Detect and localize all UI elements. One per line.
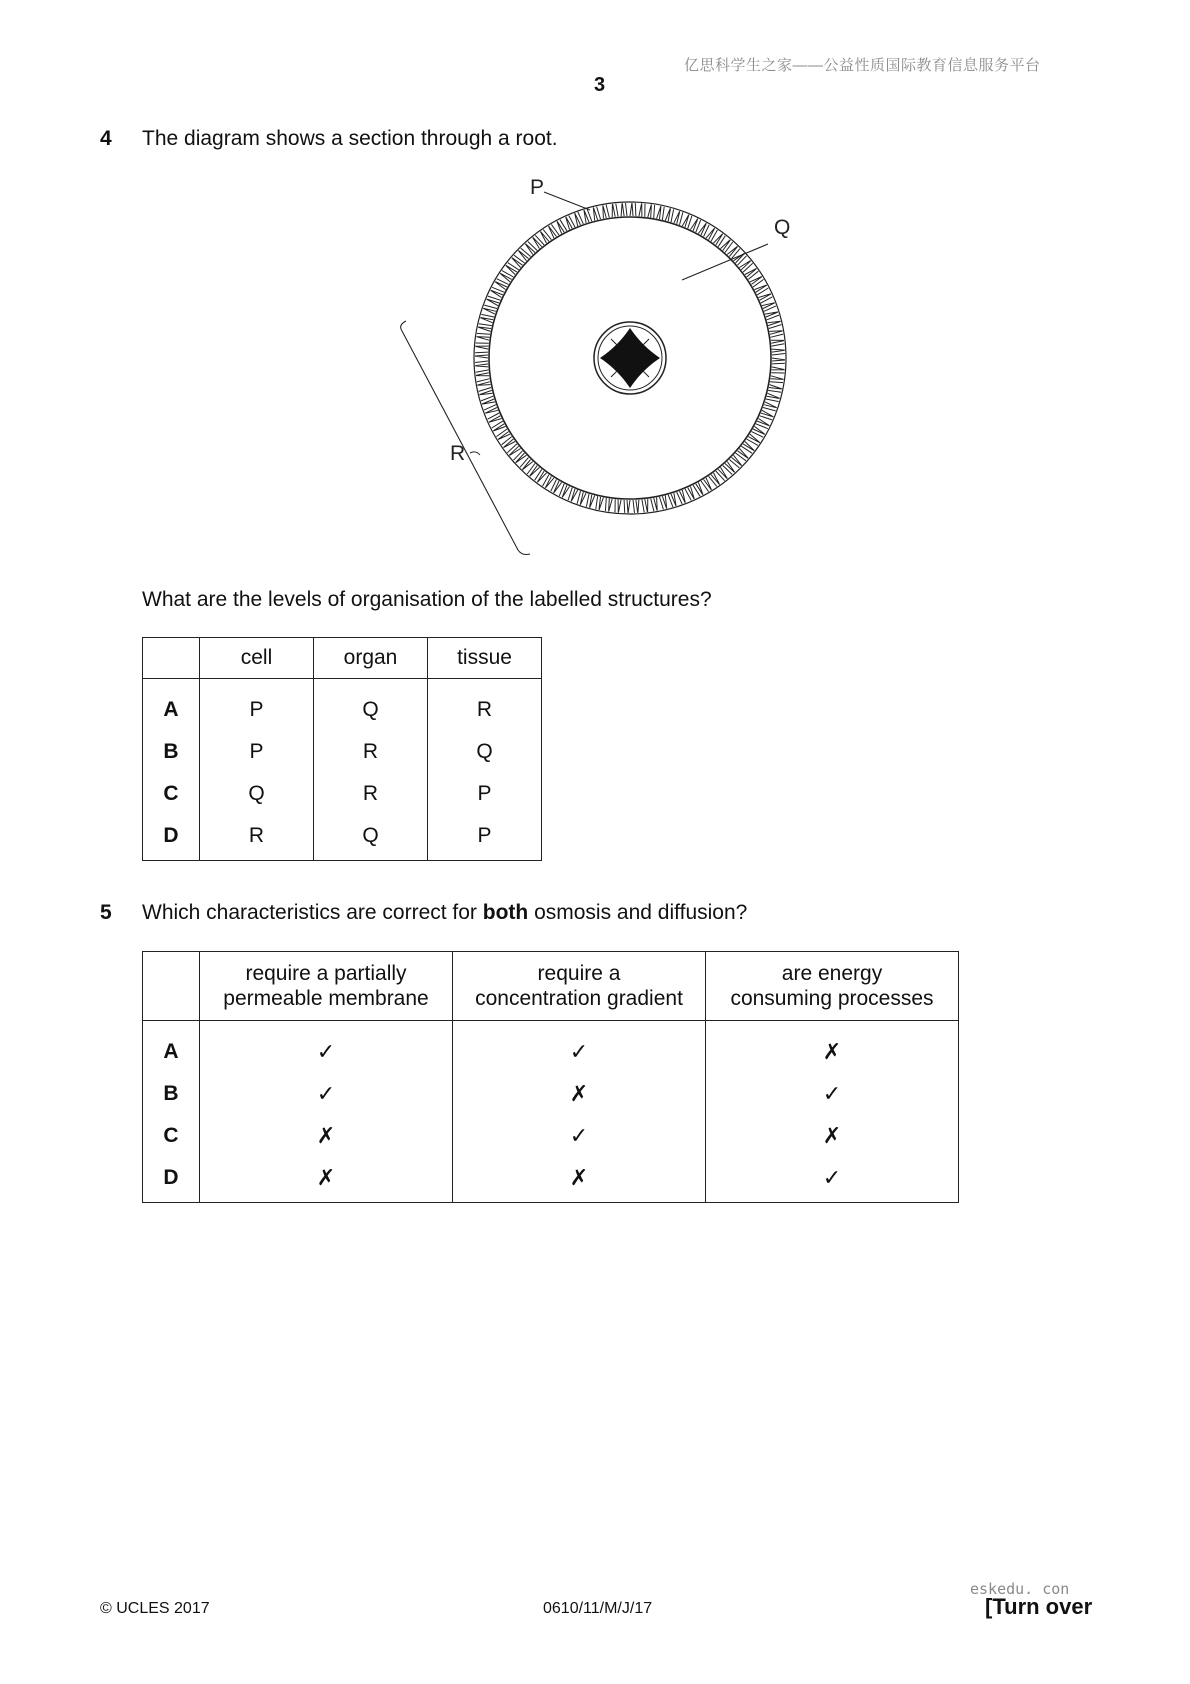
table-cell: R — [428, 679, 542, 732]
mark-cell: ✓ — [453, 1021, 706, 1074]
mark-cell: ✓ — [200, 1073, 453, 1115]
mark-cell: ✗ — [200, 1115, 453, 1157]
footer-copyright: © UCLES 2017 — [100, 1600, 210, 1617]
table-row — [143, 731, 542, 773]
option-key[interactable]: B — [143, 731, 200, 773]
question-5-stem — [142, 901, 747, 925]
header-cell-organ: organ — [314, 638, 428, 679]
table-cell: R — [314, 731, 428, 773]
mark-cell: ✗ — [453, 1157, 706, 1203]
page-number: 3 — [594, 74, 606, 96]
table-cell: P — [428, 773, 542, 815]
turn-over-label: [Turn over — [985, 1594, 1093, 1619]
header-cell-gradient: require a concentration gradient — [453, 952, 706, 1021]
table-row — [143, 1021, 959, 1074]
table-cell: P — [428, 815, 542, 861]
mark-cell: ✓ — [200, 1021, 453, 1074]
header-cell-membrane: require a partially permeable membrane — [200, 952, 453, 1021]
table-cell: P — [200, 731, 314, 773]
stem-text-end: osmosis and diffusion? — [528, 901, 748, 924]
mark-cell: ✗ — [706, 1115, 959, 1157]
table-header-row — [143, 638, 542, 679]
table-row — [143, 1073, 959, 1115]
mark-cell: ✗ — [200, 1157, 453, 1203]
header-cell-energy: are energy consuming processes — [706, 952, 959, 1021]
table-header-row — [143, 952, 959, 1021]
table-cell: R — [314, 773, 428, 815]
mark-cell: ✗ — [706, 1021, 959, 1074]
root-section-diagram — [390, 168, 810, 568]
label-r: R — [450, 442, 466, 465]
mark-cell: ✓ — [706, 1073, 959, 1115]
option-key[interactable]: D — [143, 815, 200, 861]
header-cell-empty — [143, 952, 200, 1021]
header-cell-cell: cell — [200, 638, 314, 679]
table-row — [143, 679, 542, 732]
stem-text: Which characteristics are correct for — [142, 901, 483, 924]
option-key[interactable]: B — [143, 1073, 200, 1115]
table-row — [143, 1115, 959, 1157]
label-p-leader-line — [544, 192, 590, 210]
footer-paper-code: 0610/11/M/J/17 — [543, 1600, 653, 1617]
mark-cell: ✗ — [453, 1073, 706, 1115]
option-key[interactable]: A — [143, 1021, 200, 1074]
table-cell: Q — [314, 679, 428, 732]
table-row — [143, 773, 542, 815]
option-key[interactable]: A — [143, 679, 200, 732]
option-key[interactable]: D — [143, 1157, 200, 1203]
table-cell: Q — [314, 815, 428, 861]
header-watermark-text: 亿思科学生之家——公益性质国际教育信息服务平台 — [684, 57, 1041, 74]
mark-cell: ✓ — [706, 1157, 959, 1203]
table-row — [143, 1157, 959, 1203]
vascular-bundle — [594, 322, 666, 394]
label-q-leader-line — [682, 244, 768, 280]
option-key[interactable]: C — [143, 773, 200, 815]
table-row — [143, 815, 542, 861]
question-4-answer-table — [142, 637, 542, 861]
stem-bold-text: both — [482, 901, 529, 924]
footer-watermark: eskedu. con — [970, 1580, 1070, 1598]
question-4-prompt: What are the levels of organisation of the labelled structures? — [142, 588, 712, 611]
mark-cell: ✓ — [453, 1115, 706, 1157]
table-cell: R — [200, 815, 314, 861]
table-cell: P — [200, 679, 314, 732]
label-q: Q — [774, 216, 791, 239]
table-cell: Q — [200, 773, 314, 815]
option-key[interactable]: C — [143, 1115, 200, 1157]
header-cell-empty — [143, 638, 200, 679]
question-5-answer-table — [142, 951, 959, 1203]
question-4-stem: The diagram shows a section through a root. — [142, 127, 558, 150]
question-4-number: 4 — [100, 127, 112, 150]
table-cell: Q — [428, 731, 542, 773]
label-r-tick — [470, 452, 480, 455]
label-p: P — [530, 176, 545, 199]
question-5-number: 5 — [100, 901, 112, 924]
header-cell-tissue: tissue — [428, 638, 542, 679]
